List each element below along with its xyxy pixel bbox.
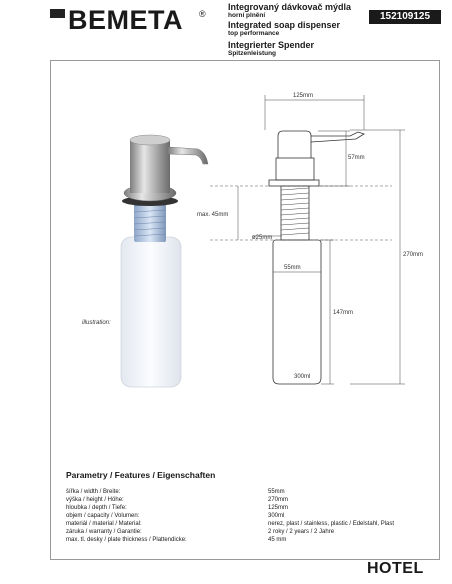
dim-bottle-width: 55mm — [284, 265, 301, 271]
side-view-outline — [269, 131, 364, 384]
param-value: 270mm — [268, 497, 289, 503]
param-value: 125mm — [268, 505, 289, 511]
dim-width-top: 125mm — [292, 93, 314, 99]
product-code-badge: 152109125 — [369, 10, 441, 24]
param-label: hloubka / depth / Tiefe: — [66, 505, 127, 511]
param-value: 55mm — [268, 489, 285, 495]
worktop-lines — [210, 186, 392, 240]
dim-bottle-height: 147mm — [333, 310, 354, 316]
dim-thread: ø25mm — [252, 235, 273, 241]
param-value: 2 roky / 2 years / 2 Jahre — [268, 529, 335, 535]
params-title: Parametry / Features / Eigenschaften — [66, 470, 216, 480]
param-label: šířka / width / Breite: — [66, 489, 121, 495]
registered-mark: ® — [199, 9, 206, 19]
param-value: nerez, plast / stainless, plastic / Edelstahl, Plast — [268, 521, 395, 527]
param-value: 45 mm — [268, 537, 287, 543]
param-label: záruka / warranty / Garantie: — [66, 529, 142, 535]
title-cz: Integrovaný dávkovač mýdla — [228, 2, 352, 12]
bottle-volume-label: 300ml — [294, 374, 311, 380]
param-label: výška / height / Höhe: — [66, 497, 124, 503]
thread-lines — [281, 188, 309, 235]
dim-total-height: 270mm — [403, 252, 424, 258]
illustration-label: illustration: — [82, 320, 111, 326]
subtitle-en: top performance — [228, 30, 280, 37]
subtitle-cz: horní plnění — [228, 12, 266, 19]
title-de: Integrierter Spender — [228, 40, 315, 50]
title-en: Integrated soap dispenser — [228, 20, 341, 30]
category-label: HOTEL — [367, 560, 424, 577]
param-label: materiál / material / Material: — [66, 521, 142, 527]
param-value: 300ml — [268, 513, 285, 519]
dim-pump-height: 57mm — [348, 155, 365, 161]
param-label: objem / capacity / Volumen: — [66, 513, 140, 519]
dim-max-thickness: max. 45mm — [197, 212, 229, 218]
product-illustration — [121, 135, 208, 387]
subtitle-de: Spitzenleistung — [228, 50, 277, 57]
brand-logo: BEMETA — [68, 5, 183, 35]
param-label: max. tl. desky / plate thickness / Plattendicke: — [66, 537, 187, 543]
